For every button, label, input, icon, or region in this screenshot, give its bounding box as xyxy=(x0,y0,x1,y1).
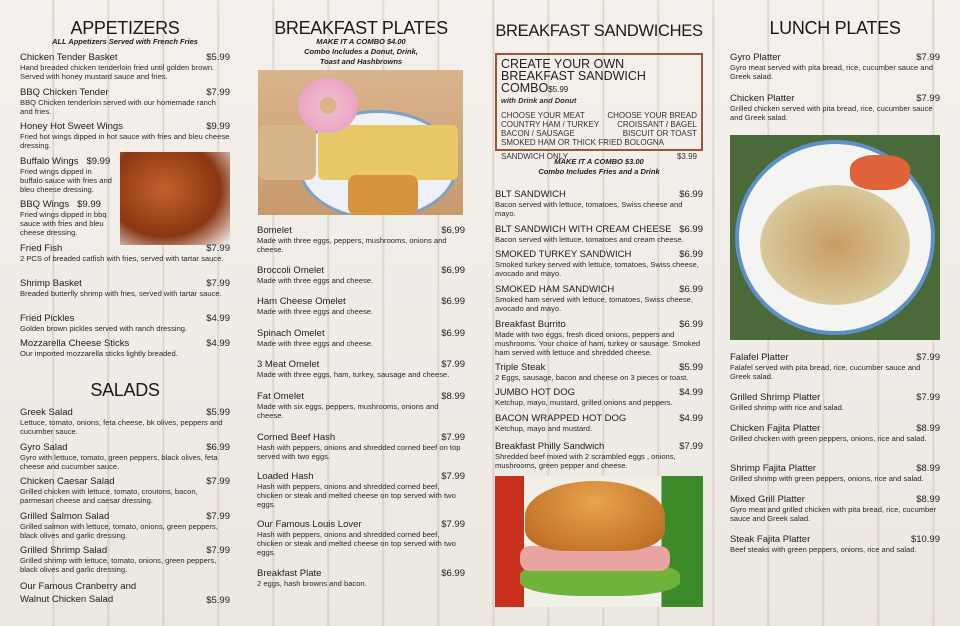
menu-item-header xyxy=(495,319,703,330)
menu-item-name: Honey Hot Sweet Wings xyxy=(20,121,123,132)
menu-item-description: 2 PCS of breaded catfish with fries, served with tartar sauce. xyxy=(20,254,224,263)
menu-item-header xyxy=(257,519,465,530)
menu-item xyxy=(257,359,465,379)
menu-item-price: $7.99 xyxy=(206,87,230,98)
section-subtitle: Combo Includes Fries and a Drink xyxy=(538,167,660,176)
menu-item-description: Grilled shrimp with lettuce, tomato, onions, green peppers, black olives and garlic dressing. xyxy=(20,556,217,574)
menu-item xyxy=(495,249,703,278)
menu-item-price: $7.99 xyxy=(916,93,940,104)
menu-item-header xyxy=(20,545,230,556)
section-title: LUNCH PLATES xyxy=(769,18,901,38)
menu-item-name: SMOKED HAM SANDWICH xyxy=(495,284,615,295)
menu-item-description: Grilled shrimp with green peppers, onions, rice and salad. xyxy=(730,474,924,483)
menu-item-name: Chicken Caesar Salad xyxy=(20,476,115,487)
meat-option: COUNTRY HAM / TURKEY xyxy=(501,120,600,129)
menu-item-description: Ketchup, mayo, mustard, grilled onions and peppers. xyxy=(495,398,673,407)
menu-item-price: $7.99 xyxy=(679,441,703,452)
section-title: BREAKFAST SANDWICHES xyxy=(495,22,703,40)
menu-item-header xyxy=(20,243,230,254)
menu-item-price: $5.99 xyxy=(206,52,230,63)
menu-item-header xyxy=(20,121,230,132)
menu-item-header xyxy=(257,432,465,443)
menu-item xyxy=(495,319,703,357)
bread-option: CROISSANT / BAGEL xyxy=(617,120,697,129)
combo-heading: CREATE YOUR OWN xyxy=(501,57,625,71)
menu-item-header xyxy=(20,313,230,324)
menu-item-description: Gyro meat and grilled chicken with pita bread, rice, cucumber sauce and Greek salad. xyxy=(730,505,936,523)
chicken-platter-photo xyxy=(730,135,940,340)
menu-item-description: Grilled chicken with lettuce, tomato, croutons, bacon, parmesan cheese and caesar dressing. xyxy=(20,487,198,505)
menu-item-name: Chicken Fajita Platter xyxy=(730,423,821,434)
menu-item-price: $6.99 xyxy=(441,265,465,276)
menu-item-description: Made with three eggs, ham, turkey, sausage and cheese. xyxy=(257,370,450,379)
menu-item-price: $6.99 xyxy=(679,189,703,200)
menu-item xyxy=(257,432,465,461)
menu-item-price: $7.99 xyxy=(441,519,465,530)
section-subtitle: MAKE IT A COMBO $4.00 xyxy=(316,37,406,46)
menu-item-name: BBQ Wings xyxy=(20,199,70,210)
menu-item-name: Our Famous Louis Lover xyxy=(257,519,362,530)
menu-item xyxy=(495,189,703,218)
menu-item-description: Grilled shrimp with rice and salad. xyxy=(730,403,844,412)
menu-item xyxy=(495,441,703,470)
menu-item xyxy=(730,494,940,523)
bread-header: CHOOSE YOUR BREAD xyxy=(607,111,697,120)
section-title: BREAKFAST PLATES xyxy=(274,18,448,38)
menu-item-price: $5.99 xyxy=(206,595,230,606)
menu-item-name: Triple Steak xyxy=(495,362,546,373)
menu-item-name: Buffalo Wings xyxy=(20,156,79,167)
menu-item xyxy=(20,313,230,333)
menu-item xyxy=(20,511,230,540)
menu-item xyxy=(20,199,116,237)
menu-item-name: Ham Cheese Omelet xyxy=(257,296,346,307)
menu-item-name: Falafel Platter xyxy=(730,352,789,363)
menu-item-price: $6.99 xyxy=(206,442,230,453)
menu-item-price: $7.99 xyxy=(441,471,465,482)
menu-item xyxy=(495,413,703,433)
menu-item-description: Fried wings dipped in bbq sauce with fries and bleu cheese dressing. xyxy=(20,210,107,237)
menu-item-description: Shredded beef mixed with 2 scrambled eggs , onions, mushrooms, green pepper and cheese. xyxy=(495,452,676,470)
menu-item-name: Breakfast Plate xyxy=(257,568,322,579)
menu-item-name: Chicken Platter xyxy=(730,93,795,104)
section-title: SALADS xyxy=(90,380,160,400)
menu-item-header xyxy=(730,352,940,363)
menu-item-price: $7.99 xyxy=(916,52,940,63)
menu-item-header xyxy=(20,199,116,210)
combo-heading-text: BREAKFAST SANDWICH COMBO xyxy=(501,69,646,95)
menu-item-name: Steak Fajita Platter xyxy=(730,534,811,545)
menu-item-header xyxy=(20,442,230,453)
menu-item xyxy=(20,243,230,263)
menu-item-description: 2 Eggs, sausage, bacon and cheese on 3 pieces or toast. xyxy=(495,373,689,382)
menu-item-header xyxy=(20,407,230,418)
menu-item-price: $6.99 xyxy=(679,284,703,295)
section-subtitle: Combo Includes a Donut, Drink, xyxy=(304,47,418,56)
menu-item xyxy=(495,387,703,407)
menu-item xyxy=(730,392,940,412)
menu-item xyxy=(495,284,703,313)
menu-item-header xyxy=(257,359,465,370)
menu-item-description: Grilled chicken with green peppers, onions, rice and salad. xyxy=(730,434,927,443)
create-your-own-combo-box xyxy=(495,53,703,161)
menu-item-price: $6.99 xyxy=(679,319,703,330)
menu-item-price: $7.99 xyxy=(441,432,465,443)
menu-item-price: $8.99 xyxy=(916,463,940,474)
menu-item-price: $6.99 xyxy=(441,568,465,579)
menu-item-header xyxy=(495,441,703,452)
menu-item-name: Corned Beef Hash xyxy=(257,432,336,443)
menu-item xyxy=(257,568,465,588)
menu-item-header xyxy=(495,189,703,200)
combo-price: $5.99 xyxy=(548,85,569,94)
menu-item-price: $7.99 xyxy=(206,476,230,487)
menu-item xyxy=(730,352,940,381)
menu-item-price: $7.99 xyxy=(916,392,940,403)
menu-item-header xyxy=(730,423,940,434)
menu-item-name: Mozzarella Cheese Sticks xyxy=(20,338,130,349)
menu-item xyxy=(20,121,230,150)
meat-option: SMOKED HAM OR THICK FRIED BOLOGNA xyxy=(501,138,664,147)
menu-item xyxy=(730,534,940,554)
menu-item-name: Grilled Salmon Salad xyxy=(20,511,110,522)
menu-item-name: Shrimp Fajita Platter xyxy=(730,463,817,474)
menu-item xyxy=(257,328,465,348)
menu-item-name: BACON WRAPPED HOT DOG xyxy=(495,413,627,424)
menu-item xyxy=(20,52,230,81)
menu-item xyxy=(257,471,465,509)
menu-item-description: Grilled salmon with lettuce, tomato, onions, green peppers, black olives and garlic dressing. xyxy=(20,522,218,540)
menu-item-name: BLT SANDWICH xyxy=(495,189,566,200)
menu-item-price: $4.99 xyxy=(206,338,230,349)
menu-item-name: Grilled Shrimp Platter xyxy=(730,392,821,403)
menu-item xyxy=(20,87,230,116)
menu-item-name: BBQ Chicken Tender xyxy=(20,87,109,98)
menu-item-description: Gyro with lettuce, tomato, green peppers, black olives, feta cheese and cucumber sauce. xyxy=(20,453,218,471)
menu-item-header xyxy=(257,568,465,579)
menu-item-price: $8.99 xyxy=(916,494,940,505)
menu-item xyxy=(495,362,703,382)
menu-item-header xyxy=(257,265,465,276)
menu-item-header xyxy=(20,156,116,167)
breakfast-plates-column xyxy=(257,0,465,626)
menu-item-header xyxy=(20,52,230,63)
menu-item-header xyxy=(257,225,465,236)
menu-item-description: Falafel served with pita bread, rice, cucumber sauce and Greek salad. xyxy=(730,363,921,381)
menu-item-name: Bomelet xyxy=(257,225,292,236)
menu-item-header xyxy=(495,413,703,424)
menu-item-name: Fat Omelet xyxy=(257,391,304,402)
menu-item xyxy=(257,265,465,285)
menu-item xyxy=(20,278,230,298)
menu-item xyxy=(257,296,465,316)
menu-item-price: $7.99 xyxy=(206,243,230,254)
menu-item xyxy=(730,52,940,81)
menu-item-name: SMOKED TURKEY SANDWICH xyxy=(495,249,632,260)
menu-item-header xyxy=(730,52,940,63)
menu-item-description: Made with three eggs and cheese. xyxy=(257,339,374,348)
menu-item xyxy=(20,545,230,574)
menu-item-name: Gyro Salad xyxy=(20,442,68,453)
menu-item-description: Breaded butterfly shrimp with fries, served with tartar sauce. xyxy=(20,289,222,298)
sandwich-only-label: SANDWICH ONLY xyxy=(501,152,568,161)
meat-header: CHOOSE YOUR MEAT xyxy=(501,111,585,120)
menu-item-name: Breakfast Philly Sandwich xyxy=(495,441,605,452)
menu-item-description: Lettuce, tomato, onions, feta cheese, bk olives, peppers and cucumber sauce. xyxy=(20,418,223,436)
menu-item-price: $6.99 xyxy=(679,224,703,235)
menu-item-header xyxy=(730,463,940,474)
menu-item-name: BLT SANDWICH WITH CREAM CHEESE xyxy=(495,224,672,235)
section-subtitle: MAKE IT A COMBO $3.00 xyxy=(554,157,644,166)
menu-item-price: $4.99 xyxy=(679,387,703,398)
menu-item-description: Bacon served with lettuce, tomatoes, Swiss cheese and mayo. xyxy=(495,200,683,218)
menu-item-description: Smoked turkey served with lettuce, tomatoes, Swiss cheese, avocado and mayo. xyxy=(495,260,699,278)
menu-item xyxy=(257,519,465,557)
menu-item-price: $8.99 xyxy=(916,423,940,434)
menu-item-header xyxy=(730,534,940,545)
menu-item-description: Made with two eggs, fresh diced onions, peppers and mushrooms. Your choice of ham, turkey or sausage. Smoked ham served with lettuce and shredded cheese. xyxy=(495,330,701,357)
sandwich-photo xyxy=(495,476,703,607)
menu-item-name: Breakfast Burrito xyxy=(495,319,566,330)
menu-item-description: Bacon served with lettuce, tomatoes and cream cheese. xyxy=(495,235,684,244)
menu-item-price: $9.99 xyxy=(86,156,111,167)
menu-item-header xyxy=(495,362,703,373)
menu-item-price: $6.99 xyxy=(679,249,703,260)
menu-item xyxy=(730,463,940,483)
menu-item-header xyxy=(495,387,703,398)
menu-item-name: Broccoli Omelet xyxy=(257,265,325,276)
menu-item-name: Our Famous Cranberry and Walnut Chicken Salad xyxy=(20,581,137,605)
sandwich-only-price: $3.99 xyxy=(676,152,697,161)
menu-item-header xyxy=(20,580,230,606)
menu-item-name: JUMBO HOT DOG xyxy=(495,387,576,398)
menu-item-description: Smoked ham served with lettuce, tomatoes, Swiss cheese, avocado and mayo. xyxy=(495,295,693,313)
menu-item xyxy=(257,225,465,254)
menu-item-description: Fried wings dipped in buffalo sauce with fries and bleu cheese dressing. xyxy=(20,167,112,194)
menu-item-name: Greek Salad xyxy=(20,407,73,418)
menu-item-price: $5.99 xyxy=(679,362,703,373)
menu-item-description: Hand breaded chicken tenderloin fried until golden brown. Served with honey mustard sauce and fries. xyxy=(20,63,215,81)
menu-item-price: $10.99 xyxy=(910,534,940,545)
menu-item-header xyxy=(730,93,940,104)
menu-item xyxy=(495,224,703,244)
menu-item-header xyxy=(20,87,230,98)
menu-item-name: Fried Fish xyxy=(20,243,63,254)
menu-item-description: Made with six eggs, peppers, mushrooms, onions and cheese. xyxy=(257,402,439,420)
menu-item-name: Fried Pickles xyxy=(20,313,75,324)
menu-item-header xyxy=(20,278,230,289)
menu-item xyxy=(730,423,940,443)
bread-option: BISCUIT OR TOAST xyxy=(622,129,697,138)
menu-item-header xyxy=(730,392,940,403)
menu-item-name: Loaded Hash xyxy=(257,471,314,482)
menu-item-name: Shrimp Basket xyxy=(20,278,82,289)
menu-item-description: Made with three eggs, peppers, mushrooms, onions and cheese. xyxy=(257,236,447,254)
menu-item xyxy=(20,156,116,194)
appetizers-column xyxy=(20,0,230,626)
menu-item-price: $7.99 xyxy=(206,545,230,556)
menu-item-price: $7.99 xyxy=(206,278,230,289)
breakfast-plate-photo xyxy=(258,70,463,215)
menu-item-price: $9.99 xyxy=(77,199,101,210)
menu-item-header xyxy=(730,494,940,505)
menu-item-header xyxy=(20,338,230,349)
combo-includes: with Drink and Donut xyxy=(501,96,577,105)
menu-item-header xyxy=(495,224,703,235)
menu-item-price: $6.99 xyxy=(441,225,465,236)
menu-item xyxy=(20,442,230,471)
lunch-plates-column xyxy=(730,0,940,626)
menu-item-description: 2 eggs, hash browns and bacon. xyxy=(257,579,367,588)
menu-item-price: $8.99 xyxy=(441,391,465,402)
menu-item-header xyxy=(257,471,465,482)
menu-item xyxy=(20,407,230,436)
menu-item-description: Made with three eggs and cheese. xyxy=(257,307,374,316)
menu-item-description: Made with three eggs and cheese. xyxy=(257,276,374,285)
menu-item-price: $6.99 xyxy=(441,296,465,307)
menu-item-description: BBQ Chicken tenderloin served with our homemade ranch and fries. xyxy=(20,98,216,116)
menu-item-header xyxy=(495,284,703,295)
menu-item-name: Grilled Shrimp Salad xyxy=(20,545,108,556)
menu-item-name: Mixed Grill Platter xyxy=(730,494,805,505)
menu-item-price: $7.99 xyxy=(916,352,940,363)
menu-item xyxy=(20,476,230,505)
menu-item-header xyxy=(20,476,230,487)
wings-photo xyxy=(120,152,230,245)
menu-item-header xyxy=(20,511,230,522)
menu-item-description: Hash with peppers, onions and shredded corned beef on top served with two eggs. xyxy=(257,443,461,461)
menu-item-price: $4.99 xyxy=(679,413,703,424)
menu-item xyxy=(730,93,940,122)
menu-item-price: $9.99 xyxy=(206,121,230,132)
menu-item-price: $6.99 xyxy=(441,328,465,339)
menu-item-description: Gyro meat served with pita bread, rice, cucumber sauce and Greek salad. xyxy=(730,63,934,81)
menu-item-name: Chicken Tender Basket xyxy=(20,52,118,63)
section-title: APPETIZERS xyxy=(70,18,180,38)
menu-item-description: Golden brown pickles served with ranch dressing. xyxy=(20,324,188,333)
menu-item-name: Spinach Omelet xyxy=(257,328,325,339)
menu-item-name: Gyro Platter xyxy=(730,52,781,63)
section-subtitle: ALL Appetizers Served with French Fries xyxy=(52,37,198,46)
menu-item-header xyxy=(257,296,465,307)
combo-heading xyxy=(501,70,697,96)
menu-item-price: $7.99 xyxy=(206,511,230,522)
menu-item xyxy=(20,580,230,606)
menu-item-description: Our imported mozzarella sticks lightly breaded. xyxy=(20,349,178,358)
menu-item-description: Hash with peppers, onions and shredded corned beef, chicken or steak and melted cheese on top served with two eggs. xyxy=(257,530,456,557)
menu-item-price: $4.99 xyxy=(206,313,230,324)
menu-item-header xyxy=(257,391,465,402)
menu-item-header xyxy=(495,249,703,260)
section-subtitle: Toast and Hashbrowns xyxy=(319,57,403,66)
menu-item-price: $7.99 xyxy=(441,359,465,370)
menu-item-description: Grilled chicken served with pita bread, rice, cucumber sauce and Greek salad. xyxy=(730,104,933,122)
menu-item-description: Beef steaks with green peppers, onions, rice and salad. xyxy=(730,545,917,554)
menu-item xyxy=(20,338,230,358)
menu-item-description: Hash with peppers, onions and shredded corned beef, chicken or steak and melted cheese on top served with two eggs. xyxy=(257,482,456,509)
menu-item-description: Ketchup, mayo and mustard. xyxy=(495,424,593,433)
menu-item-price: $5.99 xyxy=(206,407,230,418)
menu-item-name: 3 Meat Omelet xyxy=(257,359,320,370)
menu-item-description: Fried hot wings dipped in hot sauce with fries and bleu cheese dressing. xyxy=(20,132,230,150)
meat-option: BACON / SAUSAGE xyxy=(501,129,575,138)
menu-item-header xyxy=(257,328,465,339)
menu-item xyxy=(257,391,465,420)
breakfast-sandwiches-column xyxy=(495,0,703,626)
